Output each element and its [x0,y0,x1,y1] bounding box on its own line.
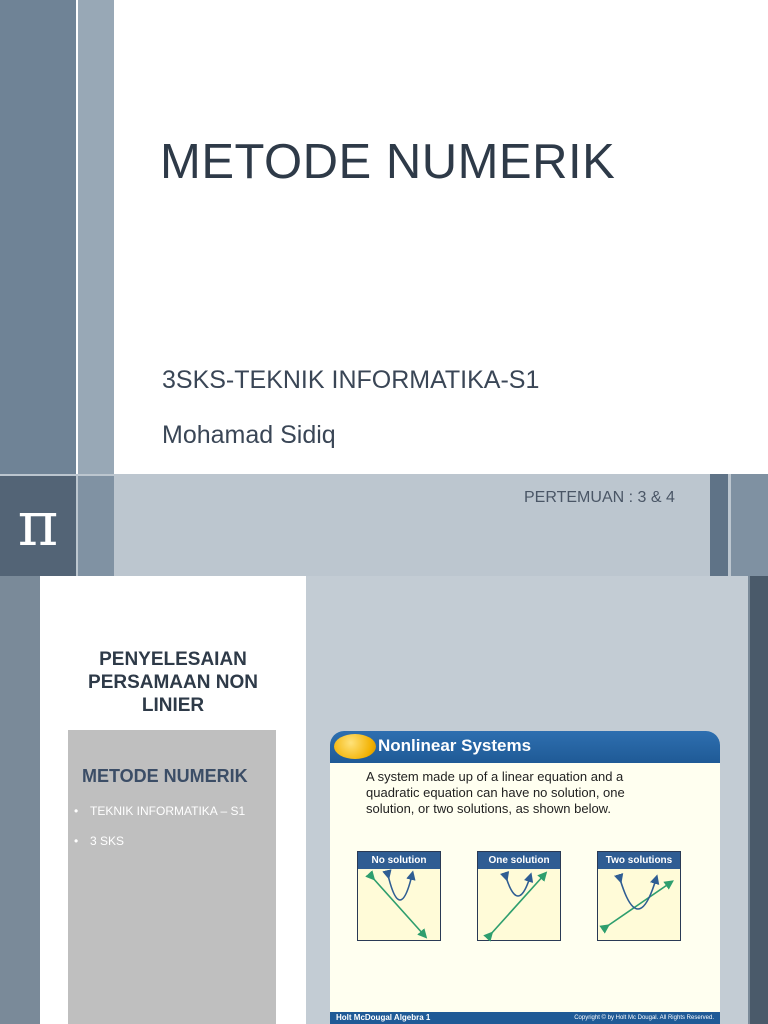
heading-line: PERSAMAAN NON [88,672,258,693]
right-edge-bar [750,576,768,1024]
figure-description [366,769,696,817]
bullet-icon: • [74,834,79,848]
list-item-text: 3 SKS [90,834,125,848]
panel-label: One solution [478,852,560,869]
nonlinear-systems-figure [330,731,720,1024]
description-line: quadratic equation can have no solution, one [366,785,625,800]
graph-two-solutions [597,851,681,941]
info-box-title: METODE NUMERIK [82,766,248,786]
graph-no-solution [357,851,441,941]
description-line: A system made up of a linear equation and a [366,769,624,784]
course-subtitle: 3SKS-TEKNIK INFORMATIKA-S1 [162,366,540,394]
panel-label: Two solutions [598,852,680,869]
author-name: Mohamad Sidiq [162,421,336,449]
band-accent [78,476,114,576]
heading-line: PENYELESAIAN [99,649,247,670]
section-heading [60,648,286,717]
graph-one-solution [477,851,561,941]
description-line: solution, or two solutions, as shown below. [366,801,611,816]
footer-copyright: Copyright © by Holt Mc Dougal. All Rights Reserved. [574,1015,714,1021]
graph-two-solutions-icon [598,869,682,942]
list-item-text: TEKNIK INFORMATIKA – S1 [90,804,246,818]
meeting-label: PERTEMUAN : 3 & 4 [524,489,675,506]
slide-title: METODE NUMERIK [160,135,616,189]
panel-label: No solution [358,852,440,869]
graph-no-solution-icon [358,869,442,942]
figure-title: Nonlinear Systems [378,736,532,755]
list-item [74,834,124,848]
left-bar-light [78,0,114,474]
list-item [74,804,245,818]
oval-icon [334,734,376,759]
heading-line: LINIER [141,695,205,716]
bullet-icon: • [74,804,79,818]
right-accent-b [731,474,768,576]
left-bar-dark [0,0,76,474]
right-accent-a [710,474,728,576]
content-slide [0,576,768,1024]
graph-one-solution-icon [478,869,562,942]
pi-icon: π [17,487,59,560]
footer-book-title: Holt McDougal Algebra 1 [336,1013,431,1022]
